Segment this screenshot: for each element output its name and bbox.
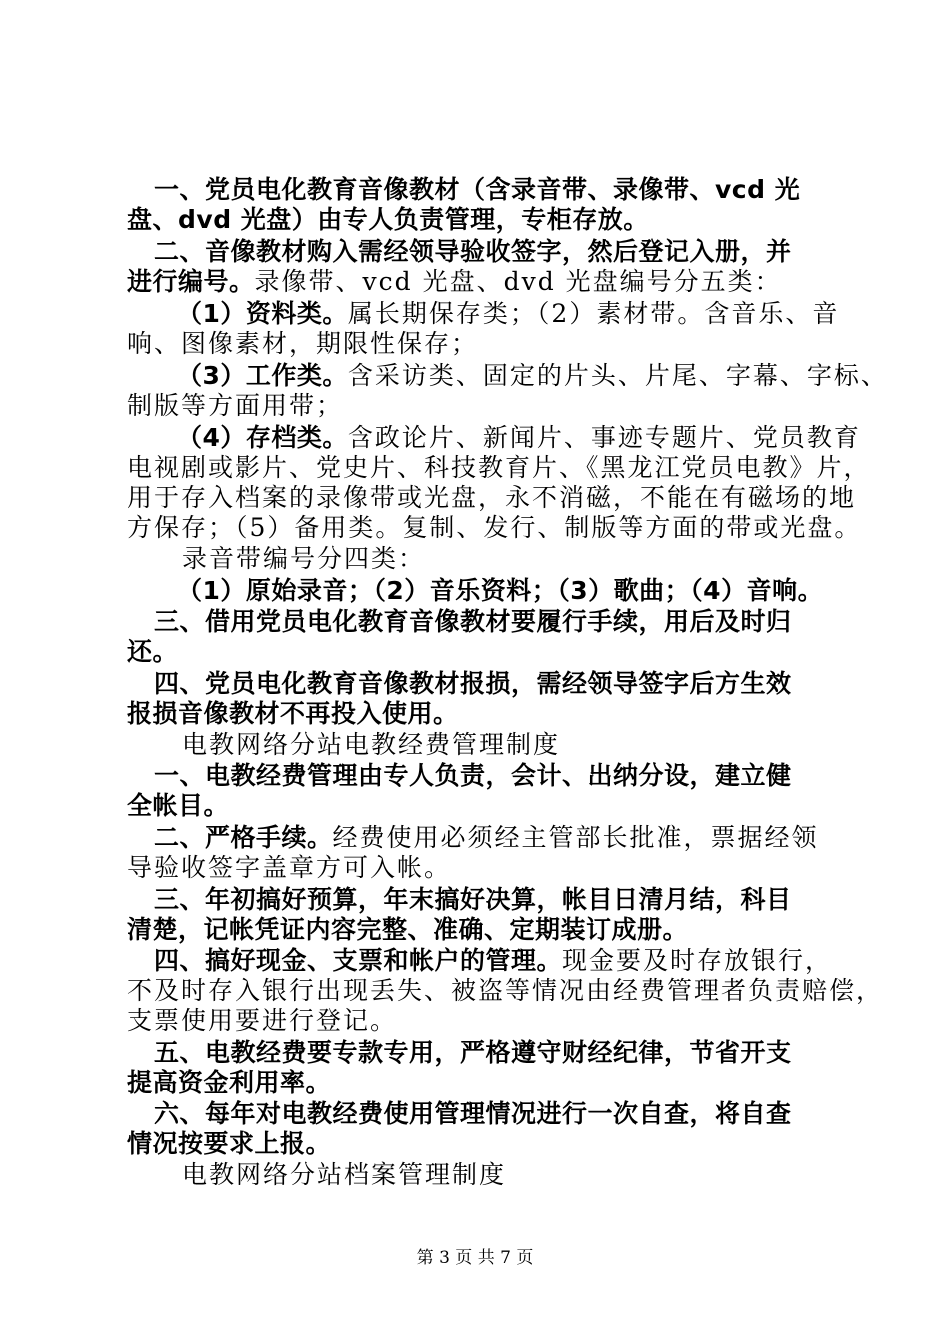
text-line	[127, 391, 343, 422]
text-line	[154, 1038, 792, 1069]
text-line	[127, 1068, 331, 1099]
text-line	[127, 976, 883, 1007]
bold-text: 报损音像教材不再投入使用。	[127, 699, 459, 728]
text-line	[154, 607, 792, 638]
regular-text: 录像带、vcd 光盘、dvd 光盘编号分五类：	[254, 267, 782, 296]
bold-text: 六、每年对电教经费使用管理情况进行一次自查，将自查	[154, 1099, 792, 1128]
text-line	[127, 791, 229, 822]
text-line	[127, 1006, 397, 1037]
regular-text: 录音带编号分四类：	[182, 544, 426, 573]
bold-text: 一、电教经费管理由专人负责，会计、出纳分设，建立健	[154, 761, 792, 790]
text-line	[177, 423, 861, 454]
text-line	[127, 637, 178, 668]
text-line	[127, 329, 478, 360]
text-line	[127, 513, 861, 544]
regular-text: 方保存；（5）备用类。复制、发行、制版等方面的带或光盘。	[127, 513, 862, 542]
bold-text: 全帐目。	[127, 791, 230, 820]
bold-text: 三、年初搞好预算，年末搞好决算，帐目日清月结，科目	[154, 885, 792, 914]
text-line	[154, 175, 800, 206]
text-line	[127, 1129, 331, 1160]
text-line	[127, 453, 871, 484]
regular-text: 含政论片、新闻片、事迹专题片、党员教育	[347, 423, 861, 452]
text-line	[127, 483, 856, 514]
regular-text: 属长期保存类；（2）素材带。含音乐、音	[347, 299, 840, 328]
bold-text: 一、党员电化教育音像教材（含录音带、录像带、vcd 光	[154, 175, 801, 204]
text-line	[154, 946, 832, 977]
text-line	[154, 823, 819, 854]
regular-text: 导验收签字盖章方可入帐。	[127, 853, 452, 882]
text-line	[127, 205, 649, 236]
regular-text: 电教网络分站电教经费管理制度	[182, 730, 561, 759]
page-footer: 第 3 页 共 7 页	[416, 1248, 534, 1268]
text-line	[127, 699, 459, 730]
text-line	[154, 761, 792, 792]
text-line	[154, 1099, 792, 1130]
text-line	[182, 1160, 506, 1191]
bold-text: 二、严格手续。	[154, 823, 333, 852]
text-line	[127, 267, 782, 298]
text-line	[154, 237, 792, 268]
text-line	[154, 669, 792, 700]
regular-text: 不及时存入银行出现丢失、被盗等情况由经费管理者负责赔偿，	[127, 976, 884, 1005]
bold-text: 四、党员电化教育音像教材报损，需经领导签字后方生效	[154, 669, 792, 698]
bold-text: 五、电教经费要专款专用，严格遵守财经纪律，节省开支	[154, 1038, 792, 1067]
regular-text: 现金要及时存放银行，	[562, 946, 833, 975]
bold-text: 四、搞好现金、支票和帐户的管理。	[154, 946, 563, 975]
bold-text: 还。	[127, 637, 179, 666]
text-line	[154, 885, 792, 916]
text-line	[127, 853, 451, 884]
regular-text: 电教网络分站档案管理制度	[182, 1160, 507, 1189]
bold-text: 清楚，记帐凭证内容完整、准确、定期装订成册。	[127, 915, 689, 944]
regular-text: 响、图像素材，期限性保存；	[127, 329, 479, 358]
regular-text: 电视剧或影片、党史片、科技教育片、《黑龙江党员电教》片，	[127, 453, 871, 482]
text-line	[177, 576, 823, 607]
bold-text: 三、借用党员电化教育音像教材要履行手续，用后及时归	[154, 607, 792, 636]
regular-text: 支票使用要进行登记。	[127, 1006, 398, 1035]
bold-text: （1）资料类。	[177, 299, 348, 328]
regular-text: 经费使用必须经主管部长批准，票据经领	[332, 823, 819, 852]
bold-text: （1）原始录音；（2）音乐资料；（3）歌曲；（4）音响。	[177, 576, 824, 605]
bold-text: 进行编号。	[127, 267, 255, 296]
text-line	[127, 915, 688, 946]
bold-text: 二、音像教材购入需经领导验收签字，然后登记入册，并	[154, 237, 792, 266]
regular-text: 含采访类、固定的片头、片尾、字幕、字标、	[347, 361, 888, 390]
bold-text: 情况按要求上报。	[127, 1129, 332, 1158]
bold-text: 盘、dvd 光盘）由专人负责管理，专柜存放。	[127, 205, 649, 234]
text-line	[177, 361, 888, 392]
text-line	[182, 730, 560, 761]
regular-text: 制版等方面用带；	[127, 391, 344, 420]
text-line	[182, 544, 425, 575]
bold-text: （4）存档类。	[177, 423, 348, 452]
regular-text: 用于存入档案的录像带或光盘，永不消磁，不能在有磁场的地	[127, 483, 857, 512]
bold-text: （3）工作类。	[177, 361, 348, 390]
bold-text: 提高资金利用率。	[127, 1068, 332, 1097]
text-line	[177, 299, 839, 330]
